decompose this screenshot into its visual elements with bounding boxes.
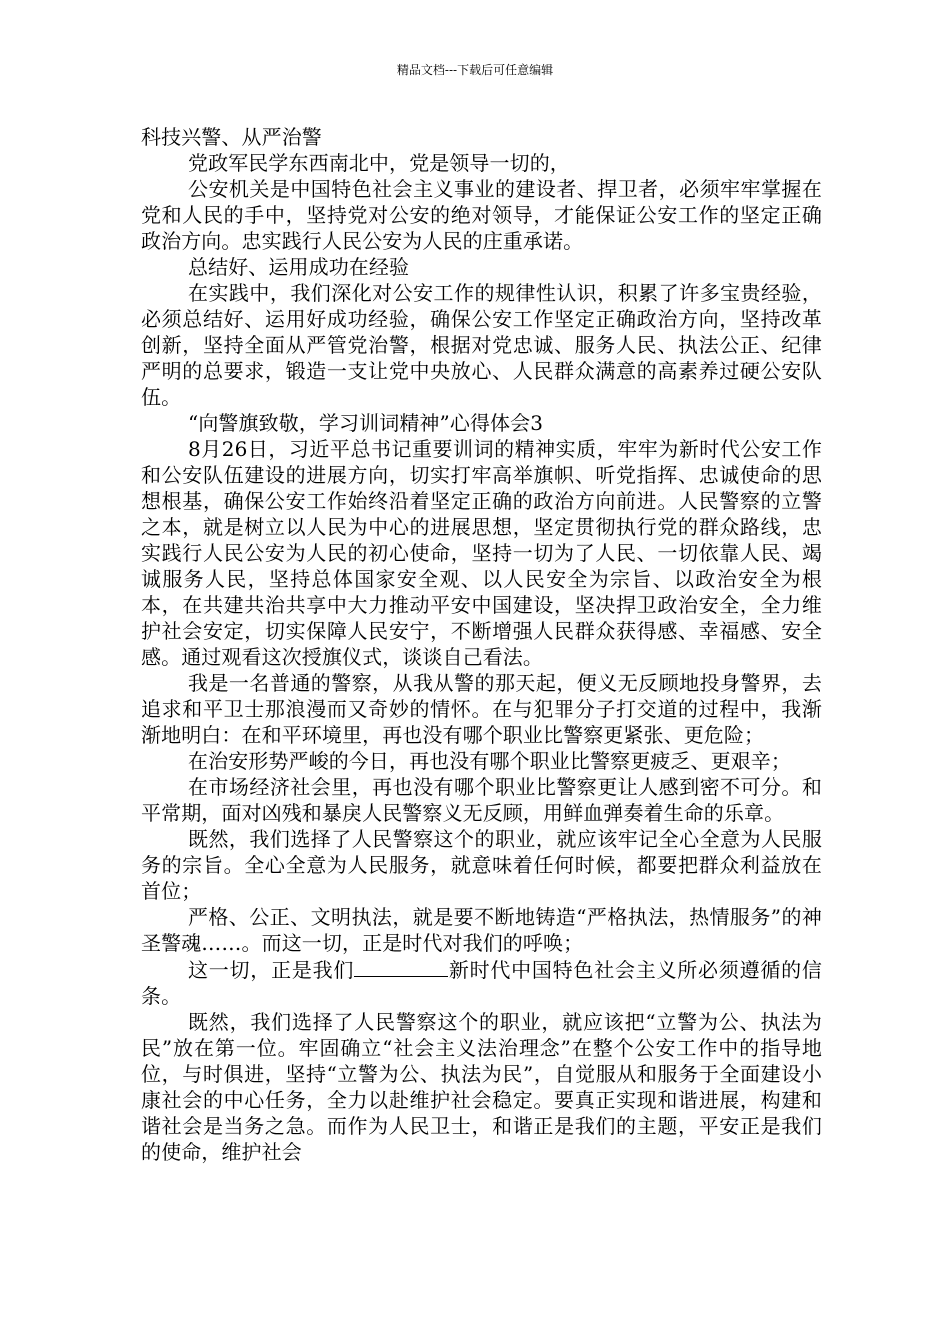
paragraph: 严格、公正、文明执法，就是要不断地铸造“严格执法，热情服务”的神圣警魂……。而这一切，正是时代对我们的呼唤； — [141, 905, 822, 955]
fill-in-blank — [354, 956, 448, 977]
paragraph: 既然，我们选择了人民警察这个的职业，就应该牢记全心全意为人民服务的宗旨。全心全意为人民服务，就意味着任何时候，都要把群众利益放在首位； — [141, 827, 822, 903]
paragraph-text-after: 新时代中国特色社会主义所必须遵循的信条。 — [141, 958, 822, 1008]
paragraph-text-before: 这一切，正是我们 — [188, 958, 355, 982]
paragraph: 在市场经济社会里，再也没有哪个职业比警察更让人感到密不可分。和平常期，面对凶残和暴戾人民警察义无反顾，用鲜血弹奏着生命的乐章。 — [141, 775, 822, 825]
section-heading: 总结好、运用成功在经验 — [188, 255, 410, 279]
paragraph: 在实践中，我们深化对公安工作的规律性认识，积累了许多宝贵经验，必须总结好、运用好成功经验，确保公安工作坚定正确政治方向，坚持改革创新，坚持全面从严管党治警，根据对党忠诚、服务人民、执法公正、纪律严明的总要求，锻造一支让党中央放心、人民群众满意的高素养过硬公安队伍。 — [141, 281, 822, 409]
article-title: “向警旗致敬，学习训词精神”心得体会3 — [188, 411, 544, 435]
paragraph: 我是一名普通的警察，从我从警的那天起，便义无反顾地投身警界，去追求和平卫士那浪漫而又奇妙的情怀。在与犯罪分子打交道的过程中，我渐渐地明白：在和平环境里，再也没有哪个职业比警察更紧张、更危险； — [141, 671, 822, 747]
paragraph: 8月26日，习近平总书记重要训词的精神实质，牢牢为新时代公安工作和公安队伍建设的进展方向，切实打牢高举旗帜、听党指挥、忠诚使命的思想根基，确保公安工作始终沿着坚定正确的政治方向前进。人民警察的立警之本，就是树立以人民为中心的进展思想，坚定贯彻执行党的群众路线，忠实践行人民公安为人民的初心使命，坚持一切为了人民、一切依靠人民、竭诚服务人民，坚持总体国家安全观、以人民安全为宗旨、以政治安全为根本，在共建共治共享中大力推动平安中国建设，坚决捍卫政治安全，全力维护社会安定，切实保障人民安宁，不断增强人民群众获得感、幸福感、安全感。通过观看这次授旗仪式，谈谈自己看法。 — [141, 437, 822, 669]
paragraph: 党政军民学东西南北中，党是领导一切的， — [188, 151, 570, 175]
section-heading: 科技兴警、从严治警 — [141, 125, 322, 149]
page-header: 精品文档---下载后可任意编辑 — [396, 63, 554, 77]
document-body — [141, 124, 822, 1165]
paragraph: 在治安形势严峻的今日，再也没有哪个职业比警察更疲乏、更艰辛； — [188, 749, 791, 773]
paragraph-with-blank — [141, 956, 822, 1009]
paragraph: 既然，我们选择了人民警察这个的职业，就应该把“立警为公、执法为民”放在第一位。牢固确立“社会主义法治理念”在整个公安工作中的指导地位，与时俱进，坚持“立警为公、执法为民”，自觉服从和服务于全面建设小康社会的中心任务，全力以赴维护社会稳定。要真正实现和谐进展，构建和谐社会是当务之急。而作为人民卫士，和谐正是我们的主题，平安正是我们的使命，维护社会 — [141, 1010, 822, 1164]
paragraph: 公安机关是中国特色社会主义事业的建设者、捍卫者，必须牢牢掌握在党和人民的手中，坚持党对公安的绝对领导，才能保证公安工作的坚定正确政治方向。忠实践行人民公安为人民的庄重承诺。 — [141, 177, 822, 253]
